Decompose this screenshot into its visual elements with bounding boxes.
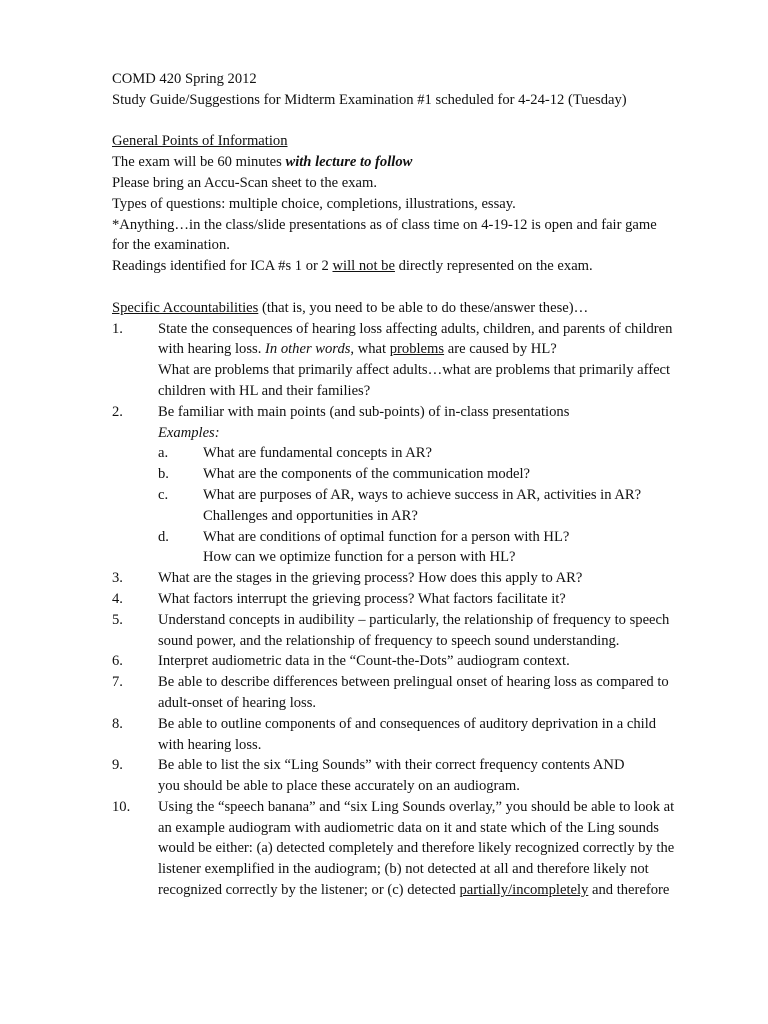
sub-item-c xyxy=(112,485,712,506)
list-item-8 xyxy=(112,714,712,735)
list-item-7 xyxy=(112,672,712,693)
item-text-italic: In other words xyxy=(265,341,351,358)
item-text: Be familiar with main points (and sub-points) of in-class presentations xyxy=(158,403,570,420)
document-subtitle: Study Guide/Suggestions for Midterm Examination #1 scheduled for 4-24-12 (Tuesday) xyxy=(112,91,627,108)
sub-item-text: What are fundamental concepts in AR? xyxy=(203,445,432,462)
sub-item-text: Challenges and opportunities in AR? xyxy=(203,507,418,524)
item-text: What are problems that primarily affect adults…what are problems that primarily affect xyxy=(158,362,671,379)
item-text: What are the stages in the grieving process? How does this apply to AR? xyxy=(158,570,583,587)
list-item-8-cont xyxy=(112,735,712,756)
exam-duration-text: The exam will be 60 minutes xyxy=(112,154,286,171)
list-item-10-cont xyxy=(112,818,712,839)
list-item-2 xyxy=(112,402,712,423)
item-number: 2. xyxy=(112,403,123,420)
item-number: 10. xyxy=(112,798,131,815)
sub-item-letter: b. xyxy=(158,466,169,483)
list-item-5-cont xyxy=(112,631,712,652)
anything-line-2: for the examination. xyxy=(112,237,230,254)
list-item-3 xyxy=(112,568,712,589)
item-text: would be either: (a) detected completely and therefore likely recognized correctly by the xyxy=(158,840,675,857)
item-text: and therefore xyxy=(588,882,670,899)
list-item-6 xyxy=(112,651,712,672)
item-number: 4. xyxy=(112,590,123,607)
specific-heading-underline: Specific Accountabilities xyxy=(112,299,259,316)
accuscan-line: Please bring an Accu-Scan sheet to the exam. xyxy=(112,174,378,191)
readings-underline: will not be xyxy=(332,258,395,275)
sub-item-d xyxy=(112,527,712,548)
list-item-7-cont xyxy=(112,693,712,714)
list-item-5 xyxy=(112,610,712,631)
sub-item-letter: c. xyxy=(158,486,169,503)
sub-item-text: How can we optimize function for a person with HL? xyxy=(203,549,516,566)
list-item-9 xyxy=(112,755,712,776)
exam-duration-emphasis: with lecture to follow xyxy=(285,154,413,171)
list-item-1-cont xyxy=(112,339,712,360)
list-item-9-cont xyxy=(112,776,712,797)
sub-item-a xyxy=(112,443,712,464)
anything-line-1: *Anything…in the class/slide presentations as of class time on 4-19-12 is open and fair game xyxy=(112,216,657,233)
item-text: Be able to describe differences between prelingual onset of hearing loss as compared to xyxy=(158,674,669,691)
item-number: 6. xyxy=(112,653,123,670)
item-number: 5. xyxy=(112,611,123,628)
list-item-10-cont xyxy=(112,880,712,901)
general-heading: General Points of Information xyxy=(112,133,288,150)
sub-item-b xyxy=(112,464,712,485)
sub-item-text: What are conditions of optimal function for a person with HL? xyxy=(203,528,570,545)
examples-label-row xyxy=(112,423,712,444)
examples-label: Examples: xyxy=(158,424,220,441)
sub-item-c-cont xyxy=(112,506,712,527)
course-title: COMD 420 Spring 2012 xyxy=(112,71,257,87)
item-text: listener exemplified in the audiogram; (b) not detected at all and therefore likely not xyxy=(158,861,649,878)
document-body xyxy=(112,69,712,901)
item-text: an example audiogram with audiometric data on it and state which of the Ling sounds xyxy=(158,819,659,836)
sub-item-letter: d. xyxy=(158,528,169,545)
list-item-10 xyxy=(112,797,712,818)
sub-item-text: What are purposes of AR, ways to achieve success in AR, activities in AR? xyxy=(203,486,642,503)
item-text: What factors interrupt the grieving process? What factors facilitate it? xyxy=(158,590,566,607)
readings-prefix: Readings identified for ICA #s 1 or 2 xyxy=(112,258,333,275)
list-item-1-cont xyxy=(112,360,712,381)
item-text: , what xyxy=(350,341,390,358)
item-text: you should be able to place these accurately on an audiogram. xyxy=(158,778,520,795)
item-text: adult-onset of hearing loss. xyxy=(158,694,317,711)
item-text: Understand concepts in audibility – particularly, the relationship of frequency to speech xyxy=(158,611,670,628)
specific-heading xyxy=(112,298,712,319)
item-number: 8. xyxy=(112,715,123,732)
item-text: Be able to outline components of and consequences of auditory deprivation in a child xyxy=(158,715,657,732)
item-text: are caused by HL? xyxy=(444,341,557,358)
item-text: State the consequences of hearing loss affecting adults, children, and parents of children xyxy=(158,320,673,337)
list-item-10-cont xyxy=(112,859,712,880)
item-text-underline: problems xyxy=(389,341,445,358)
list-item-1-cont xyxy=(112,381,712,402)
item-text: Interpret audiometric data in the “Count-the-Dots” audiogram context. xyxy=(158,653,570,670)
readings-suffix: directly represented on the exam. xyxy=(394,258,593,275)
item-text: Using the “speech banana” and “six Ling Sounds overlay,” you should be able to look at xyxy=(158,798,675,815)
item-text: sound power, and the relationship of frequency to speech sound understanding. xyxy=(158,632,620,649)
sub-item-d-cont xyxy=(112,547,712,568)
item-number: 7. xyxy=(112,674,123,691)
readings-line xyxy=(112,256,712,277)
list-item-4 xyxy=(112,589,712,610)
item-text: recognized correctly by the listener; or (c) detected xyxy=(158,882,460,899)
item-number: 1. xyxy=(112,320,123,337)
sub-item-text: What are the components of the communication model? xyxy=(203,466,531,483)
item-number: 9. xyxy=(112,757,123,774)
list-item-10-cont xyxy=(112,838,712,859)
list-item-1 xyxy=(112,319,712,340)
item-text: with hearing loss. xyxy=(158,341,266,358)
item-text: children with HL and their families? xyxy=(158,382,371,399)
question-types-line: Types of questions: multiple choice, completions, illustrations, essay. xyxy=(112,195,516,212)
item-text: with hearing loss. xyxy=(158,736,262,753)
sub-item-letter: a. xyxy=(158,445,169,462)
item-text-underline: partially/incompletely xyxy=(459,882,589,899)
item-number: 3. xyxy=(112,570,123,587)
specific-heading-rest: (that is, you need to be able to do these/answer these)… xyxy=(258,299,589,316)
exam-duration-line xyxy=(112,152,712,173)
item-text: Be able to list the six “Ling Sounds” with their correct frequency contents AND xyxy=(158,757,625,774)
